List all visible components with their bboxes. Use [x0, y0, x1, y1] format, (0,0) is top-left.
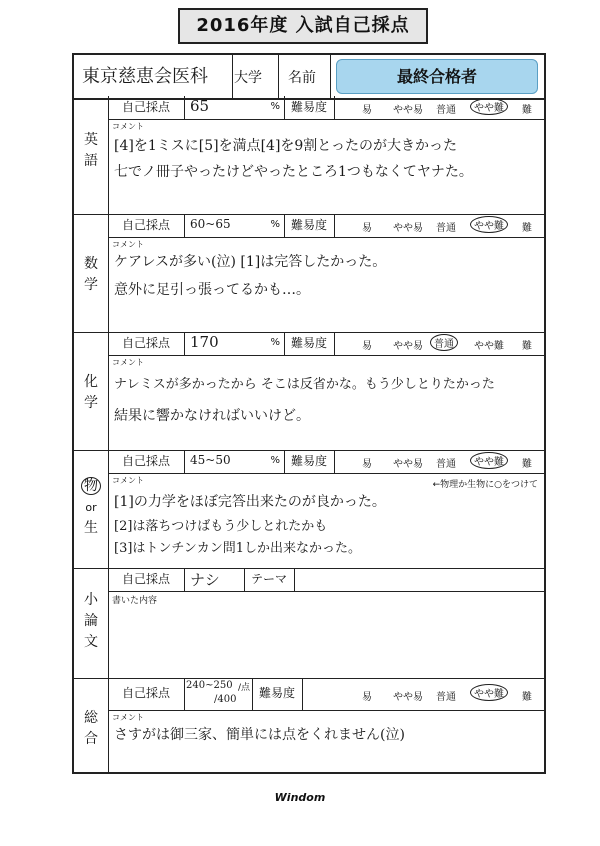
- score-label: 自己採点: [108, 568, 185, 591]
- theme-label: テーマ: [244, 568, 295, 591]
- score-value: ナシ: [190, 571, 220, 589]
- difficulty-label: 難易度: [284, 214, 335, 237]
- level-hard: 難: [522, 459, 532, 470]
- score-field: [184, 332, 285, 355]
- english-score-row: [108, 96, 544, 120]
- level-somewhat-easy: やや易: [393, 692, 423, 703]
- comment-line: ナレミスが多かったから そこは反省かな。もう少しとりたかった: [114, 377, 495, 392]
- comment-label: コメント: [112, 240, 144, 249]
- university-value: 東京慈恵会医科: [82, 66, 208, 87]
- level-somewhat-hard-selected: やや難: [470, 684, 508, 701]
- level-somewhat-hard-selected: やや難: [470, 216, 508, 233]
- comment-line: [3]はトンチンカン問1しか出来なかった。: [114, 541, 362, 556]
- level-hard: 難: [522, 692, 532, 703]
- difficulty-label: 難易度: [284, 450, 335, 473]
- percent-label: %: [270, 219, 280, 230]
- level-easy: 易: [362, 692, 372, 703]
- bio-comment-row: [108, 473, 544, 569]
- comment-line: [4]を1ミスに[5]を満点[4]を9割とったのが大きかった: [114, 138, 458, 154]
- university-label: 大学: [234, 70, 262, 86]
- score-label: 自己採点: [108, 450, 185, 473]
- name-label: 名前: [288, 70, 316, 86]
- level-normal: 普通: [436, 459, 456, 470]
- level-easy: 易: [362, 459, 372, 470]
- university-field: [74, 55, 233, 98]
- score-value: 170: [190, 333, 219, 351]
- level-hard: 難: [522, 341, 532, 352]
- level-normal: 普通: [436, 223, 456, 234]
- level-normal-selected: 普通: [430, 334, 458, 351]
- footer-brand: Windom: [274, 791, 326, 804]
- score-label: 自己採点: [108, 214, 185, 237]
- score-table: [72, 96, 546, 774]
- score-field: [184, 214, 285, 237]
- subject-chemistry: [74, 332, 109, 451]
- score-field: [184, 568, 245, 591]
- difficulty-label: 難易度: [284, 332, 335, 355]
- total-score-row: [108, 678, 544, 711]
- essay-content-row: [108, 591, 544, 679]
- comment-label: コメント: [112, 476, 144, 485]
- level-somewhat-easy: やや易: [393, 341, 423, 352]
- subject-name: 英語: [84, 132, 98, 169]
- score-value: 240~250: [186, 680, 233, 691]
- level-somewhat-easy: やや易: [393, 105, 423, 116]
- chemistry-comment-row: [108, 355, 544, 451]
- score-field: [184, 450, 285, 473]
- math-score-row: [108, 214, 544, 238]
- score-value: 45~50: [190, 453, 231, 467]
- subject-name: 化学: [84, 374, 98, 411]
- level-somewhat-hard: やや難: [474, 341, 504, 352]
- comment-line: 七でノ冊子やったけどやったところ1つもなくてヤナた。: [114, 164, 473, 180]
- percent-label: %: [270, 455, 280, 466]
- english-comment-row: [108, 119, 544, 215]
- subject-name: 総合: [84, 710, 98, 747]
- comment-line: ケアレスが多い(泣) [1]は完答したかった。: [114, 254, 387, 270]
- difficulty-label: 難易度: [284, 96, 335, 119]
- comment-line: [2]は落ちつけばもう少しとれたかも: [114, 519, 328, 534]
- physics-selected: 物: [81, 477, 101, 495]
- comment-line: [1]の力学をほぼ完答出来たのが良かった。: [114, 494, 386, 510]
- score-value: 65: [190, 97, 210, 115]
- difficulty-label: 難易度: [252, 678, 303, 710]
- level-normal: 普通: [436, 692, 456, 703]
- subject-essay: [74, 568, 109, 679]
- subject-total: [74, 678, 109, 772]
- bio-score-row: [108, 450, 544, 474]
- or-label: or: [85, 501, 97, 514]
- math-comment-row: [108, 237, 544, 333]
- score-label: 自己採点: [108, 678, 185, 710]
- percent-label: %: [270, 101, 280, 112]
- level-hard: 難: [522, 223, 532, 234]
- score-label: 自己採点: [108, 96, 185, 119]
- score-field: [184, 96, 285, 119]
- comment-label: コメント: [112, 358, 144, 367]
- subject-math: [74, 214, 109, 333]
- comment-label: コメント: [112, 713, 144, 722]
- score-unit: /点: [237, 683, 250, 693]
- level-easy: 易: [362, 223, 372, 234]
- level-easy: 易: [362, 341, 372, 352]
- subject-note: ←物理か生物に○をつけて: [432, 480, 538, 490]
- subject-english: [74, 96, 109, 215]
- score-max: /400: [214, 694, 237, 705]
- written-content-label: 書いた内容: [112, 596, 158, 606]
- subject-name: 数学: [84, 256, 98, 293]
- level-somewhat-hard-selected: やや難: [470, 452, 508, 469]
- level-somewhat-easy: やや易: [393, 223, 423, 234]
- subject-name: [80, 476, 102, 539]
- level-normal: 普通: [436, 105, 456, 116]
- chemistry-score-row: [108, 332, 544, 356]
- level-somewhat-easy: やや易: [393, 459, 423, 470]
- comment-line: 意外に足引っ張ってるかも…。: [114, 282, 310, 298]
- header-row: [72, 53, 546, 100]
- score-field: [184, 678, 253, 710]
- name-value: 最終合格者: [336, 59, 538, 94]
- level-somewhat-hard-selected: やや難: [470, 98, 508, 115]
- biology-label: 生: [84, 520, 98, 536]
- level-hard: 難: [522, 105, 532, 116]
- comment-line: さすがは御三家、簡単には点をくれません(泣): [114, 727, 405, 743]
- score-value: 60~65: [190, 217, 231, 231]
- comment-label: コメント: [112, 122, 144, 131]
- subject-name: 小論文: [84, 592, 98, 650]
- total-comment-row: [108, 710, 544, 772]
- page-title: 2016年度 入試自己採点: [178, 8, 428, 44]
- percent-label: %: [270, 337, 280, 348]
- subject-physics-or-biology: [74, 450, 109, 569]
- comment-line: 結果に響かなければいいけど。: [114, 408, 310, 424]
- level-easy: 易: [362, 105, 372, 116]
- essay-score-row: [108, 568, 544, 592]
- score-label: 自己採点: [108, 332, 185, 355]
